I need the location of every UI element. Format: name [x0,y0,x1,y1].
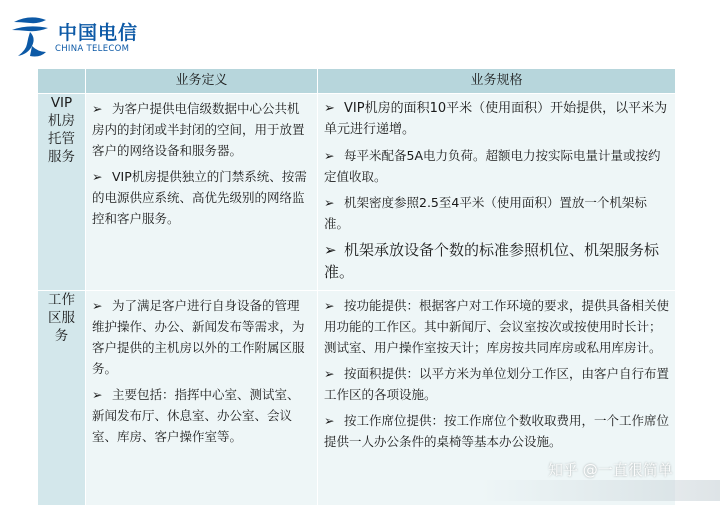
table-header-row [38,69,676,94]
arrow-bullet-icon: ➢ [92,298,103,313]
row-label-workspace [38,291,86,506]
list-item: ➢ 按面积提供：以平方米为单位划分工作区，由客户自行布置工作区的各项设施。 [324,363,669,405]
arrow-bullet-icon: ➢ [92,387,103,402]
table-row [38,94,676,291]
arrow-bullet-icon: ➢ [324,366,335,381]
logo-name-cn: 中国电信 [58,22,139,44]
list-item: ➢ 按工作席位提供：按工作席位个数收取费用，一个工作席位提供一人办公条件的桌椅等基本办公设施。 [324,410,669,452]
arrow-bullet-icon: ➢ [92,169,103,184]
arrow-bullet-icon: ➢ [324,298,335,313]
header-blank-cell [38,69,86,94]
list-item: ➢ 为客户提供电信级数据中心公共机房内的封闭或半封闭的空间，用于放置客户的网络设备和服务器。 [92,98,311,161]
specification-cell [318,94,676,291]
arrow-bullet-icon: ➢ [324,195,335,210]
service-table [37,68,676,506]
row-label-text: 工作 区服 务 [48,292,75,344]
list-item: ➢ VIP机房提供独立的门禁系统、按需的电源供应系统、高优先级别的网络监控和客户服务。 [92,166,311,229]
definition-cell [86,291,318,506]
list-item: ➢ 为了满足客户进行自身设备的管理维护操作、办公、新闻发布等需求，为客户提供的主机房以外的工作附属区服务。 [92,295,311,379]
definition-cell [86,94,318,291]
telecom-swirl-icon [8,12,52,60]
list-item: ➢ 机架密度参照2.5至4平米（使用面积）置放一个机架标准。 [324,192,669,234]
list-item: ➢ 机架承放设备个数的标准参照机位、机架服务标准。 [324,241,660,281]
list-item: ➢ 每平米配备5A电力负荷。超额电力按实际电量计量或按约定值收取。 [324,145,669,187]
arrow-bullet-icon: ➢ [324,413,335,428]
header-specification: 业务规格 [318,69,676,94]
watermark: 知乎 @一直很简单 [548,461,673,479]
logo-name-en: CHINA TELECOM [55,44,130,54]
arrow-bullet-icon: ➢ [92,101,103,116]
page-shadow-decoration [480,480,720,501]
list-item: ➢ 主要包括：指挥中心室、测试室、新闻发布厅、休息室、办公室、会议室、库房、客户操作室等。 [92,384,311,447]
row-label-text: VIP 机房 托管 服务 [48,95,75,165]
header-definition: 业务定义 [86,69,318,94]
list-item: ➢ 按功能提供：根据客户对工作环境的要求，提供具备相关使用功能的工作区。其中新闻厅、会议室按次或按使用时长计；测试室、用户操作室按天计；库房按共同库房或私用库房计。 [324,295,669,358]
row-label-vip [38,94,86,291]
list-item: ➢ VIP机房的面积10平米（使用面积）开始提供，以平米为单元进行递增。 [324,98,669,140]
arrow-bullet-icon: ➢ [324,241,337,259]
arrow-bullet-icon: ➢ [324,101,335,116]
china-telecom-logo [8,12,178,62]
arrow-bullet-icon: ➢ [324,148,335,163]
